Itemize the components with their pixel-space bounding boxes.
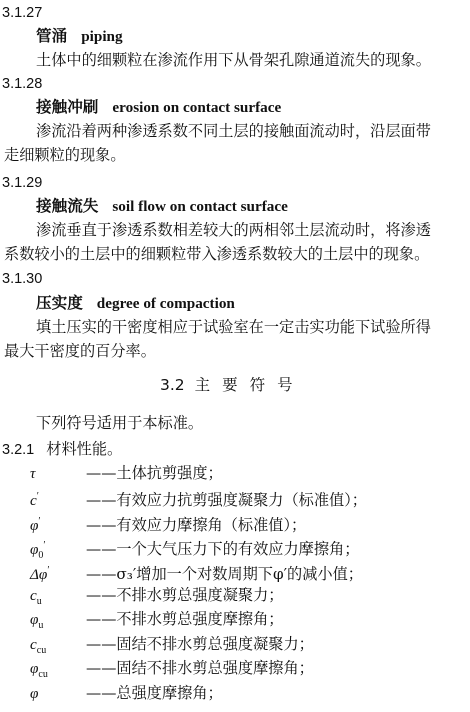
- symbol-description: ——有效应力摩擦角（标准值）；: [86, 515, 307, 534]
- clause-number: 3.1.28: [2, 76, 43, 92]
- symbol: $c_u$: [30, 587, 42, 608]
- subsection-number: 3.2.1: [2, 442, 35, 458]
- term-definition-cont: 最大干密度的百分率。: [4, 342, 156, 360]
- clause-number: 3.1.30: [2, 271, 43, 287]
- clause-number: 3.1.29: [2, 175, 43, 191]
- symbol: φ′: [30, 515, 41, 534]
- symbol: $\varphi_{cu}$: [30, 660, 48, 681]
- symbol-description: ——土体抗剪强度；: [86, 464, 223, 482]
- symbol-description: ——不排水剪总强度凝聚力；: [86, 586, 284, 604]
- symbol-description: ——总强度摩擦角；: [86, 683, 223, 702]
- term-definition: 土体中的细颗粒在渗流作用下从骨架孔隙通道流失的现象。: [36, 51, 431, 69]
- term-definition: 渗流沿着两种渗透系数不同土层的接触面流动时，沿层面带: [36, 122, 431, 140]
- symbol: φ: [30, 684, 39, 702]
- term-en: degree of compaction: [96, 295, 235, 312]
- symbol-description: ——一个大气压力下的有效应力摩擦角；: [86, 540, 360, 559]
- symbol-row: [30, 682, 223, 705]
- intro-text: 下列符号适用于本标准。: [36, 414, 204, 432]
- term-cn: 管涌: [36, 26, 68, 45]
- term-heading: [36, 96, 281, 119]
- symbol-row: [30, 462, 223, 485]
- term-heading: [36, 292, 235, 315]
- symbol-description: ——有效应力抗剪强度凝聚力（标准值）；: [86, 491, 367, 510]
- symbol: $c_{cu}$: [30, 635, 47, 656]
- symbol-row: [30, 560, 363, 586]
- term-definition-cont: 系数较小的土层中的细颗粒带入渗透系数较大的土层中的现象。: [4, 245, 430, 263]
- subsection-heading: [2, 438, 122, 461]
- term-definition: 渗流垂直于渗透系数相差较大的两相邻土层流动时，将渗透: [36, 221, 431, 239]
- symbol-row: [30, 511, 306, 537]
- term-en: piping: [81, 28, 123, 45]
- term-definition-cont: 走细颗粒的现象。: [4, 146, 126, 164]
- term-cn: 接触冲刷: [36, 97, 99, 116]
- term-heading: [36, 25, 123, 48]
- symbol-row: [30, 486, 367, 512]
- symbol-description: ——σ₃′增加一个对数周期下φ′的减小值；: [86, 564, 363, 583]
- term-cn: 压实度: [36, 293, 83, 312]
- term-definition: 填土压实的干密度相应于试验室在一定击实功能下试验所得: [36, 318, 431, 336]
- symbol: c′: [30, 491, 39, 510]
- symbol: $\varphi_0'$: [30, 540, 46, 562]
- symbol: τ: [30, 465, 36, 482]
- symbol-description: ——固结不排水剪总强度凝聚力；: [86, 634, 314, 653]
- symbol-description: ——固结不排水剪总强度摩擦角；: [86, 659, 314, 678]
- section-heading: [160, 374, 305, 396]
- term-en: soil flow on contact surface: [112, 198, 288, 215]
- symbol-description: ——不排水剪总强度摩擦角；: [86, 610, 284, 629]
- term-cn: 接触流失: [36, 196, 99, 215]
- term-en: erosion on contact surface: [112, 99, 282, 116]
- section-number: 3.2: [160, 376, 185, 394]
- clause-number: 3.1.27: [2, 5, 43, 21]
- symbol: Δφ′: [30, 564, 50, 583]
- term-heading: [36, 195, 288, 218]
- symbol: $\varphi_u$: [30, 611, 44, 632]
- section-title: 主要符号: [194, 376, 305, 394]
- subsection-title: 材料性能。: [46, 440, 123, 458]
